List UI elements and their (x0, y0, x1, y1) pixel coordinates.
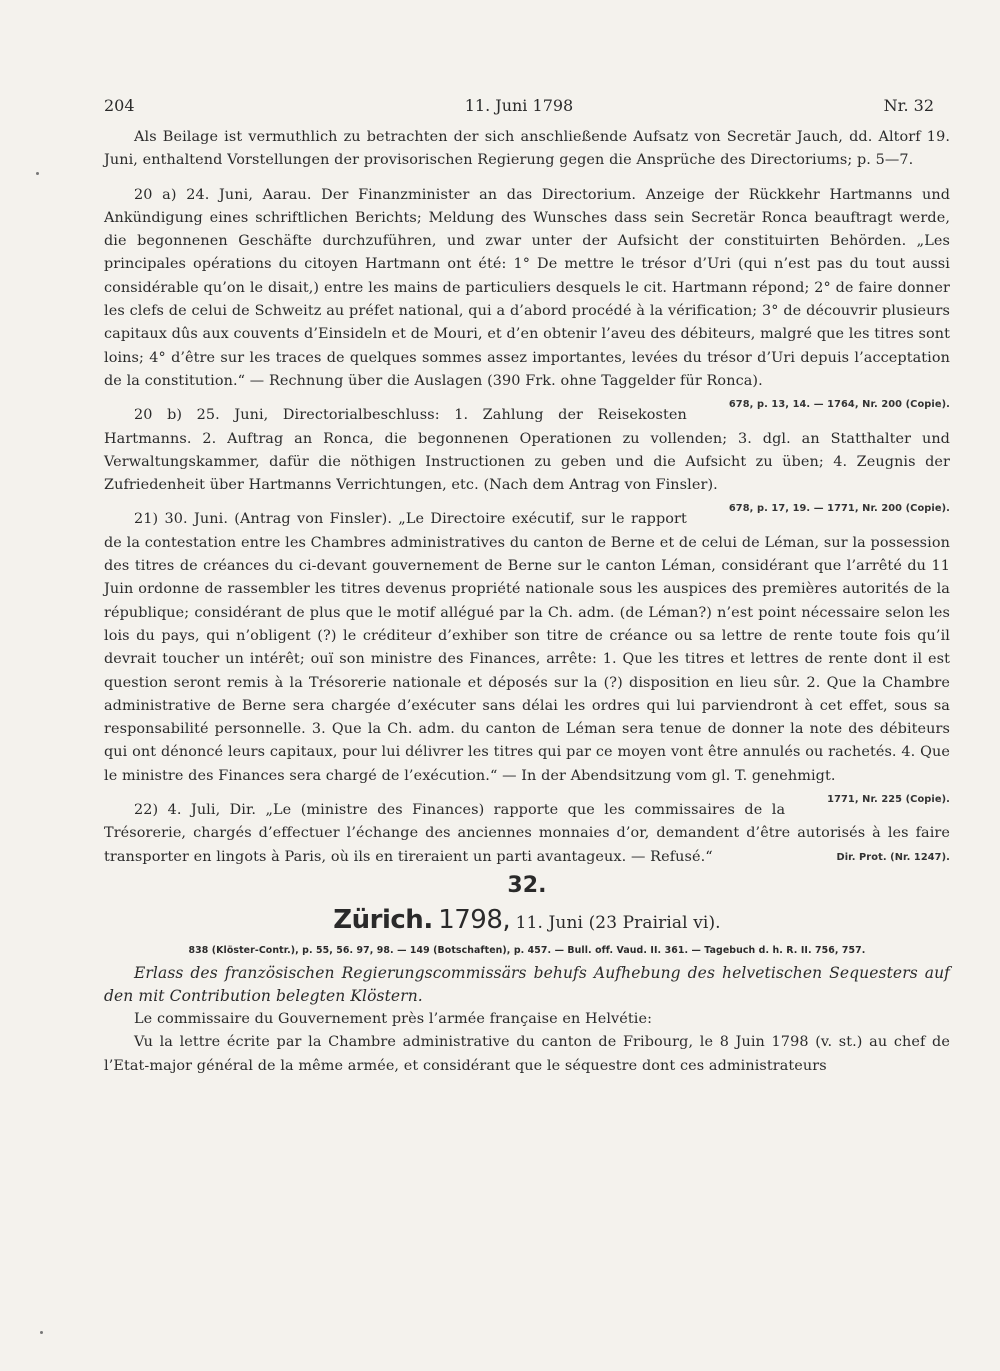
document-date: 11. Juni (23 Prairial vi). (515, 912, 721, 933)
document-sources: 838 (Klöster-Contr.), p. 55, 56. 97, 98. — 149 (Botschaften), p. 457. — Bull. off. Vaud. II. 361. — Tagebuch d. h. R. II. 756, 757. (188, 944, 866, 956)
print-speck (40, 1331, 43, 1334)
entry-21 (104, 508, 950, 806)
entry-22-reference: Dir. Prot. (Nr. 1247). (836, 851, 950, 863)
beilage-paragraph: Als Beilage ist vermuthlich zu betrachten der sich anschließende Aufsatz von Secretär Jauch, dd. Altorf 19. Juni, enthaltend Vorstellungen der provisorischen Regierung gegen die Ansprüche des Directoriums; p. 5—7. (104, 129, 950, 169)
document-opening: Le commissaire du Gouvernement près l’armée française en Helvétie: (134, 1010, 653, 1027)
print-speck (36, 172, 39, 175)
entry-20a-reference: 678, p. 13, 14. — 1764, Nr. 200 (Copie). (728, 399, 950, 411)
document-heading (104, 903, 950, 940)
entry-20a (104, 184, 950, 411)
entry-22-text: 22) 4. Juli, Dir. „Le (ministre des Finances) rapporte que les commissaires de la Trésorerie, chargés d’effectuer l’échange des anciennes monnaies d’or, demandent d’être autorisés à les faire transporter en lingots à Paris, où ils en tireraient un parti avantageux. — Refusé.“ (104, 802, 950, 865)
document-year: 1798, (438, 904, 511, 935)
entry-20b (104, 404, 950, 515)
document-number: 32. (507, 872, 547, 898)
page-body (104, 126, 950, 1078)
document-summary: Erlass des französischen Regierungscommissärs behufs Aufhebung des helvetischen Sequesters auf den mit Contribution belegten Klöstern. (104, 963, 950, 1005)
entry-21-text: 21) 30. Juni. (Antrag von Finsler). „Le Directoire exécutif, sur le rapport de la contestation entre les Chambres administratives du canton de Berne et de celui de Léman, sur la possession des titres de créances du ci-devant gouvernement de Berne sur le canton Léman, considérant que l’arrêté du 11 Juin ordonne de rassembler les titres devenus propriété nationale sous les auspices des premières autorités de la république; considérant de plus que le motif allégué par la Ch. adm. (de Léman?) n’est point nécessaire selon les lois du pays, qui n’obligent (?) le créditeur d’exhiber son titre de créance ou sa lettre de rente toute fois qu’il devrait toucher un intérêt; ouï son ministre des Finances, arrête: 1. Que les titres et lettres de rente dont il est question seront remis à la Trésorerie nationale et déposés sur la (?) disposition en lieu sûr. 2. Que la Chambre administrative de Berne sera chargée d’exécuter sans délai les ordres qui lui parviendront à cet effet, sous sa responsabilité personnelle. 3. Que la Ch. adm. du canton de Léman sera tenue de donner la note des débiteurs qui ont dénoncé leurs capitaux, pour lui délivrer les titres qui par ce moyen vont être annulés ou rachetés. 4. Que le ministre des Finances sera chargé de l’exécution.“ — In der Abendsitzung vom gl. T. genehmigt. (104, 511, 950, 784)
header-date: 11. Juni 1798 (464, 96, 574, 115)
page-number: 204 (104, 96, 135, 115)
entry-20b-text: 20 b) 25. Juni, Directorialbeschluss: 1. Zahlung der Reisekosten Hartmanns. 2. Auftrag an Ronca, die begonnenen Operationen zu vollenden; 3. dgl. an Statthalter und Verwaltungskammer, dafür die nöthigen Instructionen zu geben und die Aufsicht zu üben; 4. Zeugnis der Zufriedenheit über Hartmanns Verrichtungen, etc. (Nach dem Antrag von Finsler). (104, 407, 950, 494)
entry-20a-text: 20 a) 24. Juni, Aarau. Der Finanzminister an das Directorium. Anzeige der Rückkehr Hartmanns und Ankündigung eines schriftlichen Berichts; Meldung des Wunsches dass sein Secretär Ronca beauftragt werde, die begonnenen Geschäfte durchzuführen, und zwar unter der Aufsicht der constituirten Behörden. „Les principales opérations du citoyen Hartmann ont été: 1° De mettre le trésor d’Uri (qui n’est pas du tout aussi considérable qu’on le disait,) entre les mains de particuliers desquels le cit. Hartmann répond; 2° de faire donner les clefs de celui de Schweitz au préfet national, qui a d’abord procédé à la vérification; 3° de découvrir plusieurs capitaux dûs aux couvents d’Einsideln et de Mouri, et d’en obtenir l’aveu des débiteurs, malgré que les titres sont loins; 4° d’être sur les traces de quelques sommes assez importantes, levées du trésor d’Uri depuis l’acceptation de la constitution.“ — Rechnung über die Auslagen (390 Frk. ohne Taggelder für Ronca). (104, 186, 950, 389)
document-body: Vu la lettre écrite par la Chambre administrative du canton de Fribourg, le 8 Juin 1798 (v. st.) au chef de l’Etat-major général de la même armée, et considérant que le séquestre dont ces administrateurs (104, 1034, 950, 1074)
header-document-number: Nr. 32 (883, 96, 934, 115)
entry-20b-reference: 678, p. 17, 19. — 1771, Nr. 200 (Copie). (728, 503, 950, 515)
document-place: Zürich. (333, 904, 433, 935)
entry-21-reference: 1771, Nr. 225 (Copie). (827, 794, 950, 806)
running-header (104, 96, 934, 120)
